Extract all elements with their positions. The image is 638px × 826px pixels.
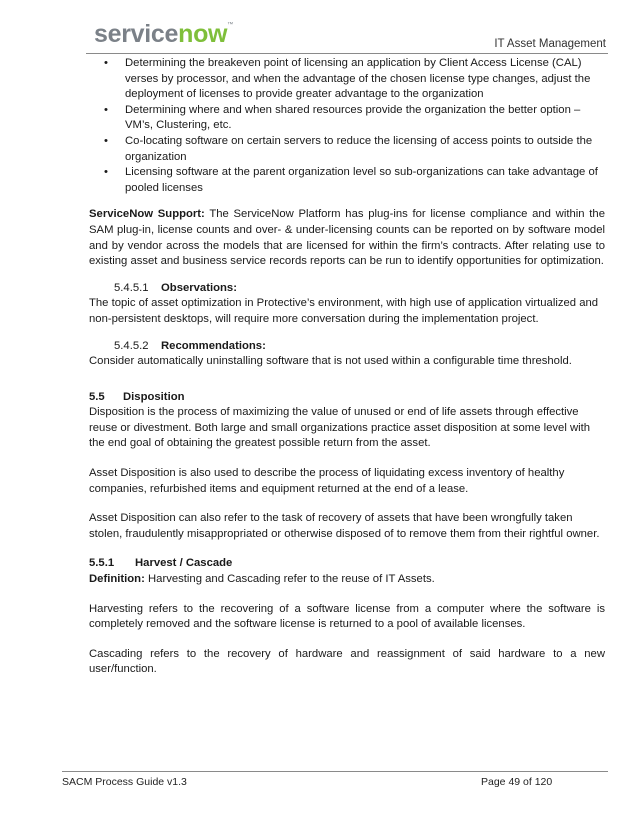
harvest-definition	[89, 572, 605, 588]
list-item: • Licensing software at the parent organization level so sub-organizations can take advantage of pooled licenses	[104, 166, 598, 194]
footer-document-title: SACM Process Guide v1.3	[62, 776, 187, 788]
recommendations-number: 5.4.5.2	[114, 339, 149, 352]
header-title: IT Asset Management	[494, 38, 606, 50]
recommendations-text: Consider automatically uninstalling software that is not used within a configurable time threshold.	[89, 355, 572, 368]
logo-service-text: service	[94, 20, 179, 48]
harvest-title: Harvest / Cascade	[135, 557, 233, 570]
definition-label: Definition:	[89, 573, 145, 586]
recommendations-title: Recommendations:	[161, 339, 266, 352]
disposition-paragraph-1: Disposition is the process of maximizing the value of unused or end of life assets through effective reuse or divestment. Both large and small organizations practice asset disposition at some level with the end goal of obtaining the greatest possible return from the asset.	[89, 406, 591, 450]
harvesting-paragraph: Harvesting refers to the recovering of a software license from a computer where the software is completely removed and the software license is returned to a pool of available licenses.	[89, 602, 605, 631]
page-content	[89, 56, 605, 678]
support-text: The ServiceNow Platform has plug-ins for license compliance and within the SAM plug-in, license counts and over- & under-licensing counts can be reported on by software model and by vendor across the models that are licensed for within the firm’s contracts. After relating use to existing asset and business service records reports can be run to identify opportunities for optimization.	[89, 208, 605, 268]
harvest-number: 5.5.1	[89, 557, 115, 570]
observations-text: The topic of asset optimization in Protective’s environment, with high use of application virtualized and non-persistent desktops, will require more conversation during the implementation project.	[89, 297, 599, 325]
observations-heading	[89, 281, 605, 297]
support-label: ServiceNow Support:	[89, 208, 205, 221]
list-item: • Determining the breakeven point of licensing an application by Client Access License (CAL) verses by processor, and when the advantage of the chosen license type changes, adjust the deployment of licenses to provide greater advantage to the organization	[104, 57, 591, 101]
list-item: • Co-locating software on certain servers to reduce the licensing of access points to outside the organization	[104, 134, 593, 163]
header-divider	[86, 53, 608, 54]
bullet-icon: •	[104, 57, 108, 69]
bullet-icon: •	[104, 103, 108, 116]
definition-text: Harvesting and Cascading refer to the reuse of IT Assets.	[144, 573, 435, 586]
logo-trademark: ™	[227, 22, 233, 28]
disposition-heading	[89, 390, 605, 406]
disposition-number: 5.5	[89, 390, 105, 403]
observations-title: Observations:	[161, 281, 237, 294]
logo-now-text: now	[178, 20, 228, 48]
bullet-icon: •	[104, 166, 108, 179]
harvest-heading	[89, 556, 605, 572]
list-item: • Determining where and when shared resources provide the organization the better option – VM’s, Clustering, etc.	[104, 103, 581, 132]
disposition-paragraph-3: Asset Disposition can also refer to the task of recovery of assets that have been wrongfully taken stolen, fraudulently misappropriated or otherwise disposed of to remove them from their rightful owner.	[89, 512, 600, 540]
footer-page-number: Page 49 of 120	[481, 776, 553, 788]
servicenow-support-paragraph	[89, 207, 605, 269]
cascading-paragraph: Cascading refers to the recovery of hardware and reassignment of said hardware to a new user/function.	[89, 647, 605, 676]
bullet-list	[89, 56, 605, 196]
disposition-title: Disposition	[123, 390, 185, 403]
bullet-icon: •	[104, 134, 108, 147]
footer-divider	[62, 771, 608, 772]
servicenow-logo	[94, 22, 233, 47]
recommendations-heading	[89, 339, 605, 355]
disposition-paragraph-2: Asset Disposition is also used to describe the process of liquidating excess inventory of healthy companies, refurbished items and equipment returned at the end of a lease.	[89, 467, 565, 495]
observations-number: 5.4.5.1	[114, 281, 149, 294]
